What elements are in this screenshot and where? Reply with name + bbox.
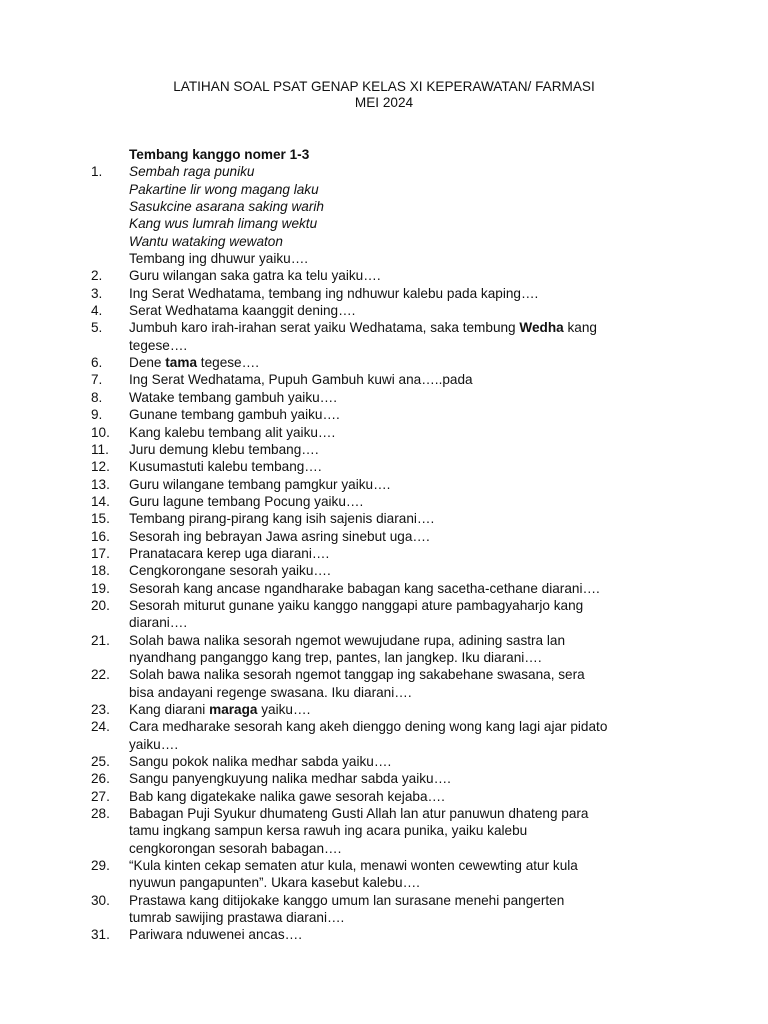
question-text: [129, 354, 259, 371]
question-number: 10.: [91, 424, 110, 440]
question-17: [0, 545, 768, 562]
question-text: Bab kang digatekake nalika gawe sesorah kejaba….: [129, 788, 445, 804]
question-1-prompt-row: [0, 250, 768, 267]
question-5: [0, 319, 768, 336]
title-line-1: LATIHAN SOAL PSAT GENAP KELAS XI KEPERAWATAN/ FARMASI: [173, 79, 595, 94]
poem-line-row: [0, 215, 768, 232]
question-text: Tembang ing dhuwur yaiku….: [129, 251, 309, 267]
question-18: [0, 562, 768, 579]
question-19: [0, 580, 768, 597]
question-30-continuation: [0, 909, 768, 926]
question-text: Sangu pokok nalika medhar sabda yaiku….: [129, 754, 392, 770]
question-number: 16.: [91, 528, 110, 544]
question-number: 22.: [91, 667, 110, 683]
question-text: Kusumastuti kalebu tembang….: [129, 459, 322, 475]
question-text: nyuwun pangapunten”. Ukara kasebut kalebu….: [129, 875, 420, 891]
text-run: Dene: [129, 355, 166, 371]
question-number: 8.: [91, 389, 103, 405]
question-25: [0, 753, 768, 770]
question-list: [0, 146, 768, 944]
question-text: Guru lagune tembang Pocung yaiku….: [129, 493, 364, 509]
question-text: “Kula kinten cekap sematen atur kula, menawi wonten cewewting atur kula: [129, 858, 578, 874]
question-1: [0, 163, 768, 180]
question-28-continuation: [0, 840, 768, 857]
question-text: [129, 701, 310, 718]
question-number: 9.: [91, 407, 103, 423]
question-text: Sesorah miturut gunane yaiku kanggo nanggapi ature pambagyaharjo kang: [129, 597, 584, 613]
question-number: 20.: [91, 597, 110, 613]
question-number: 4.: [91, 303, 103, 319]
question-text: Sesorah kang ancase ngandharake babagan kang sacetha-cethane diarani….: [129, 580, 600, 596]
poem-line-row: [0, 233, 768, 250]
question-16: [0, 528, 768, 545]
poem-line: Sembah raga puniku: [129, 164, 255, 180]
question-text: Cengkorongane sesorah yaiku….: [129, 563, 331, 579]
question-10: [0, 424, 768, 441]
question-8: [0, 389, 768, 406]
question-number: 2.: [91, 268, 103, 284]
question-number: 30.: [91, 892, 110, 908]
question-number: 19.: [91, 580, 110, 596]
question-20: [0, 597, 768, 614]
question-number: 12.: [91, 459, 110, 475]
question-3: [0, 285, 768, 302]
question-2: [0, 267, 768, 284]
question-text: Kang kalebu tembang alit yaiku….: [129, 424, 336, 440]
text-run: Kang diarani: [129, 702, 210, 717]
question-text: cengkorongan sesorah babagan….: [129, 840, 342, 856]
question-31: [0, 926, 768, 943]
document-title: [0, 79, 768, 111]
question-text: Sangu panyengkuyung nalika medhar sabda yaiku….: [129, 771, 451, 787]
question-number: 14.: [91, 493, 110, 509]
text-run: yaiku….: [257, 702, 311, 717]
question-text: Cara medharake sesorah kang akeh dienggo dening wong kang lagi ajar pidato: [129, 719, 608, 735]
question-27: [0, 788, 768, 805]
question-21-continuation: [0, 649, 768, 666]
question-21: [0, 632, 768, 649]
question-number: 1.: [91, 164, 103, 180]
question-number: 27.: [91, 788, 110, 804]
question-text: Watake tembang gambuh yaiku….: [129, 389, 338, 405]
question-9: [0, 406, 768, 423]
poem-line: Wantu wataking wewaton: [129, 233, 283, 249]
question-20-continuation: [0, 614, 768, 631]
poem-line: Pakartine lir wong magang laku: [129, 181, 319, 197]
question-text: tumrab sawijing prastawa diarani….: [129, 910, 345, 926]
question-30: [0, 892, 768, 909]
question-number: 17.: [91, 545, 110, 561]
question-text: Solah bawa nalika sesorah ngemot wewujudane rupa, adining sastra lan: [129, 632, 566, 648]
title-line-2: MEI 2024: [354, 95, 414, 110]
question-number: 3.: [91, 285, 103, 301]
question-7: [0, 371, 768, 388]
question-29: [0, 857, 768, 874]
question-24: [0, 718, 768, 735]
question-14: [0, 493, 768, 510]
question-15: [0, 510, 768, 527]
question-23: [0, 701, 768, 718]
question-11: [0, 441, 768, 458]
question-number: 5.: [91, 320, 103, 336]
text-run: Jumbuh karo irah-irahan serat yaiku Wedhatama, saka tembung: [129, 320, 520, 336]
text-run: tegese….: [197, 355, 259, 371]
poem-line-row: [0, 198, 768, 215]
question-26: [0, 770, 768, 787]
question-number: 15.: [91, 511, 110, 527]
question-text: diarani….: [129, 615, 188, 631]
bold-term: maraga: [209, 702, 258, 717]
question-text: Pariwara nduwenei ancas….: [129, 927, 303, 943]
question-29-continuation: [0, 874, 768, 891]
question-text: Pranatacara kerep uga diarani….: [129, 545, 330, 561]
question-text: tamu ingkang sampun kersa rawuh ing acara punika, yaiku kalebu: [129, 823, 528, 839]
question-text: Prastawa kang ditijokake kanggo umum lan surasane menehi pangerten: [129, 892, 565, 908]
question-number: 31.: [91, 927, 110, 943]
question-text: Solah bawa nalika sesorah ngemot tanggap ing sakabehane swasana, sera: [129, 667, 585, 683]
question-12: [0, 458, 768, 475]
question-number: 18.: [91, 563, 110, 579]
question-22-continuation: [0, 684, 768, 701]
question-number: 28.: [91, 806, 110, 822]
text-run: kang: [563, 320, 597, 336]
question-number: 24.: [91, 719, 110, 735]
question-24-continuation: [0, 736, 768, 753]
question-number: 23.: [91, 702, 110, 717]
question-text: Juru demung klebu tembang….: [129, 441, 319, 457]
question-text: tegese….: [129, 337, 188, 353]
section-heading: Tembang kanggo nomer 1-3: [129, 147, 310, 162]
question-text: bisa andayani regenge swasana. Iku diarani….: [129, 684, 412, 700]
question-number: 7.: [91, 372, 103, 388]
question-text: Serat Wedhatama kaanggit dening….: [129, 303, 356, 319]
question-number: 13.: [91, 476, 110, 492]
poem-line: Sasukcine asarana saking warih: [129, 199, 324, 215]
question-text: Tembang pirang-pirang kang isih sajenis diarani….: [129, 511, 435, 527]
question-5-continuation: [0, 337, 768, 354]
question-text: Gunane tembang gambuh yaiku….: [129, 407, 340, 423]
question-text: Babagan Puji Syukur dhumateng Gusti Allah lan atur panuwun dhateng para: [129, 806, 589, 822]
question-text: Ing Serat Wedhatama, tembang ing ndhuwur kalebu pada kaping….: [129, 285, 539, 301]
question-number: 11.: [91, 441, 109, 457]
question-text: nyandhang panganggo kang trep, pantes, lan jangkep. Iku diarani….: [129, 649, 542, 665]
poem-line-row: [0, 181, 768, 198]
bold-term: Wedha: [519, 320, 564, 336]
question-22: [0, 666, 768, 683]
question-text: yaiku….: [129, 736, 179, 752]
question-number: 26.: [91, 771, 110, 787]
question-number: 25.: [91, 754, 110, 770]
question-text: [129, 319, 597, 336]
poem-line: Kang wus lumrah limang wektu: [129, 216, 318, 232]
question-text: Sesorah ing bebrayan Jawa asring sinebut uga….: [129, 528, 430, 544]
question-4: [0, 302, 768, 319]
question-number: 6.: [91, 355, 103, 371]
question-number: 21.: [91, 632, 110, 648]
question-text: Guru wilangane tembang pamgkur yaiku….: [129, 476, 391, 492]
question-number: 29.: [91, 858, 110, 874]
question-28: [0, 805, 768, 822]
bold-term: tama: [165, 355, 198, 371]
question-text: Ing Serat Wedhatama, Pupuh Gambuh kuwi ana…..pada: [129, 372, 473, 388]
question-28-continuation: [0, 822, 768, 839]
question-text: Guru wilangan saka gatra ka telu yaiku….: [129, 268, 381, 284]
question-6: [0, 354, 768, 371]
section-heading-line: [0, 146, 768, 163]
question-13: [0, 476, 768, 493]
